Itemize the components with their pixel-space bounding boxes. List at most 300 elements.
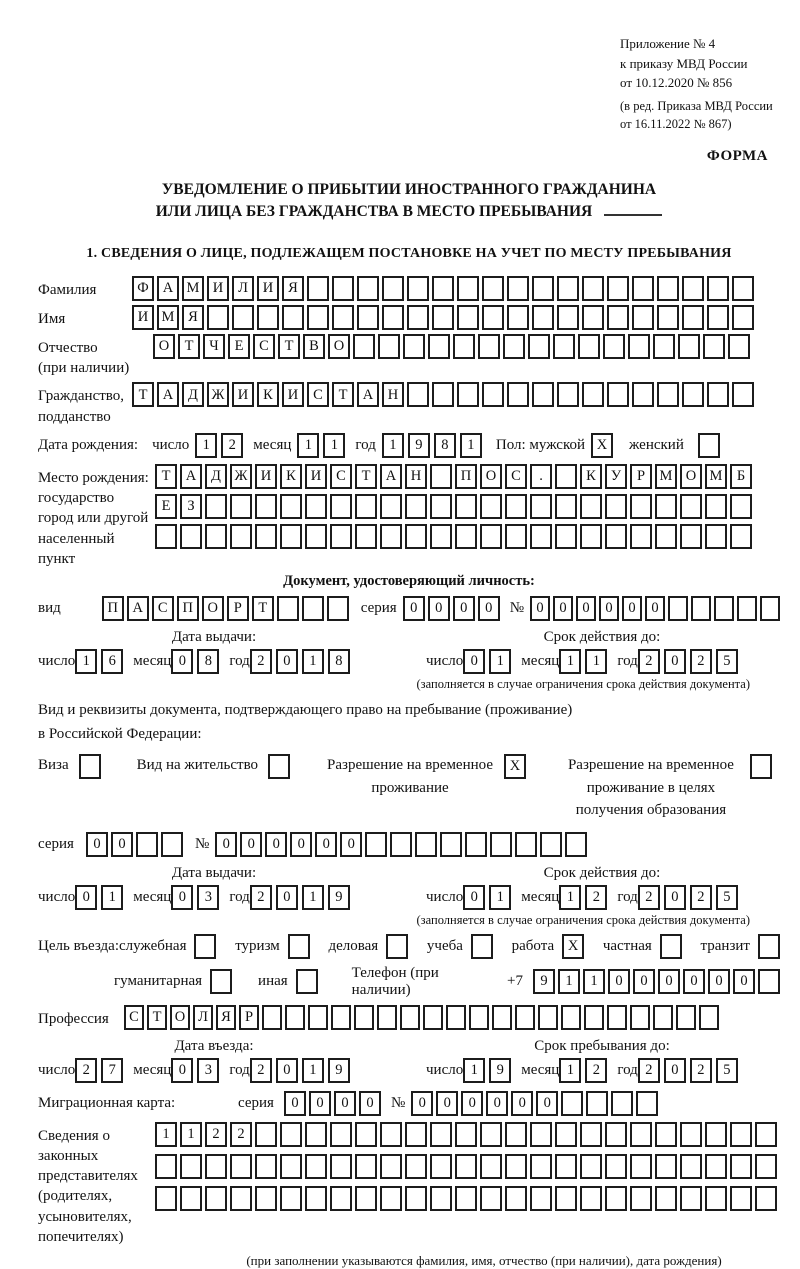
char-cell[interactable]: 9	[533, 969, 555, 994]
char-cell[interactable]	[230, 494, 252, 519]
char-cell[interactable]	[440, 832, 462, 857]
char-cell[interactable]	[207, 305, 229, 330]
char-cell[interactable]	[657, 382, 679, 407]
char-cell[interactable]: 0	[436, 1091, 458, 1116]
char-cell[interactable]: 1	[559, 1058, 581, 1083]
char-cell[interactable]	[630, 494, 652, 519]
char-cell[interactable]	[307, 305, 329, 330]
char-cell[interactable]: Т	[355, 464, 377, 489]
char-cell[interactable]: 2	[250, 885, 272, 910]
char-cell[interactable]	[405, 524, 427, 549]
char-cell[interactable]	[380, 494, 402, 519]
char-cell[interactable]: 2	[230, 1122, 252, 1147]
char-cell[interactable]	[530, 1122, 552, 1147]
char-cell[interactable]: П	[177, 596, 199, 621]
char-cell[interactable]	[353, 334, 375, 359]
char-cell[interactable]: 2	[585, 885, 607, 910]
char-cell[interactable]: А	[157, 276, 179, 301]
char-cell[interactable]: 0	[664, 1058, 686, 1083]
char-cell[interactable]: П	[455, 464, 477, 489]
char-cell[interactable]: 0	[633, 969, 655, 994]
char-cell[interactable]	[155, 1186, 177, 1211]
char-cell[interactable]	[405, 1186, 427, 1211]
char-cell[interactable]: 0	[240, 832, 262, 857]
char-cell[interactable]: 0	[683, 969, 705, 994]
char-cell[interactable]	[380, 524, 402, 549]
char-cell[interactable]	[492, 1005, 512, 1030]
char-cell[interactable]	[453, 334, 475, 359]
char-cell[interactable]: 1	[155, 1122, 177, 1147]
char-cell[interactable]: 0	[428, 596, 450, 621]
char-cell[interactable]	[630, 1005, 650, 1030]
char-cell[interactable]	[505, 524, 527, 549]
char-cell[interactable]	[707, 382, 729, 407]
char-cell[interactable]	[255, 524, 277, 549]
char-cell[interactable]: .	[530, 464, 552, 489]
char-cell[interactable]: С	[505, 464, 527, 489]
char-cell[interactable]: 0	[284, 1091, 306, 1116]
char-cell[interactable]: Н	[382, 382, 404, 407]
char-cell[interactable]: Д	[182, 382, 204, 407]
char-cell[interactable]: 1	[583, 969, 605, 994]
char-cell[interactable]	[507, 305, 529, 330]
char-cell[interactable]: Р	[630, 464, 652, 489]
char-cell[interactable]: Р	[227, 596, 249, 621]
char-cell[interactable]: 0	[536, 1091, 558, 1116]
char-cell[interactable]	[430, 1186, 452, 1211]
char-cell[interactable]	[355, 494, 377, 519]
char-cell[interactable]	[682, 276, 704, 301]
char-cell[interactable]	[732, 382, 754, 407]
checkbox-private[interactable]	[660, 934, 682, 959]
char-cell[interactable]	[732, 305, 754, 330]
char-cell[interactable]	[703, 334, 725, 359]
char-cell[interactable]	[232, 305, 254, 330]
char-cell[interactable]: Т	[155, 464, 177, 489]
char-cell[interactable]: 0	[622, 596, 642, 621]
char-cell[interactable]	[607, 276, 629, 301]
char-cell[interactable]	[557, 305, 579, 330]
char-cell[interactable]	[580, 1122, 602, 1147]
char-cell[interactable]	[628, 334, 650, 359]
char-cell[interactable]: 1	[463, 1058, 485, 1083]
char-cell[interactable]: 3	[197, 885, 219, 910]
char-cell[interactable]	[680, 524, 702, 549]
char-cell[interactable]	[403, 334, 425, 359]
char-cell[interactable]	[330, 1122, 352, 1147]
char-cell[interactable]	[255, 1186, 277, 1211]
char-cell[interactable]	[611, 1091, 633, 1116]
char-cell[interactable]	[355, 524, 377, 549]
char-cell[interactable]	[432, 276, 454, 301]
checkbox-tourism[interactable]	[288, 934, 310, 959]
char-cell[interactable]	[257, 305, 279, 330]
char-cell[interactable]	[382, 276, 404, 301]
char-cell[interactable]	[365, 832, 387, 857]
char-cell[interactable]: 8	[434, 433, 456, 458]
char-cell[interactable]	[555, 464, 577, 489]
char-cell[interactable]	[653, 334, 675, 359]
char-cell[interactable]	[728, 334, 750, 359]
char-cell[interactable]	[605, 524, 627, 549]
checkbox-visa[interactable]	[79, 754, 101, 779]
char-cell[interactable]	[680, 1186, 702, 1211]
char-cell[interactable]	[555, 1186, 577, 1211]
char-cell[interactable]: 0	[658, 969, 680, 994]
char-cell[interactable]	[415, 832, 437, 857]
char-cell[interactable]: 2	[638, 1058, 660, 1083]
char-cell[interactable]	[455, 1154, 477, 1179]
char-cell[interactable]: 0	[171, 1058, 193, 1083]
char-cell[interactable]	[302, 596, 324, 621]
char-cell[interactable]: А	[380, 464, 402, 489]
char-cell[interactable]	[428, 334, 450, 359]
char-cell[interactable]: 0	[608, 969, 630, 994]
char-cell[interactable]: Я	[282, 276, 304, 301]
char-cell[interactable]	[655, 1186, 677, 1211]
char-cell[interactable]	[657, 305, 679, 330]
char-cell[interactable]	[305, 1154, 327, 1179]
char-cell[interactable]: 0	[403, 596, 425, 621]
char-cell[interactable]	[505, 1154, 527, 1179]
char-cell[interactable]	[230, 524, 252, 549]
char-cell[interactable]	[732, 276, 754, 301]
char-cell[interactable]	[354, 1005, 374, 1030]
char-cell[interactable]	[457, 276, 479, 301]
char-cell[interactable]: И	[232, 382, 254, 407]
char-cell[interactable]	[330, 494, 352, 519]
char-cell[interactable]: М	[182, 276, 204, 301]
char-cell[interactable]: С	[330, 464, 352, 489]
char-cell[interactable]: 2	[690, 649, 712, 674]
char-cell[interactable]: 0	[276, 1058, 298, 1083]
char-cell[interactable]	[355, 1186, 377, 1211]
char-cell[interactable]	[532, 382, 554, 407]
char-cell[interactable]	[455, 494, 477, 519]
char-cell[interactable]: Е	[155, 494, 177, 519]
char-cell[interactable]	[586, 1091, 608, 1116]
char-cell[interactable]: 0	[708, 969, 730, 994]
char-cell[interactable]: Ж	[207, 382, 229, 407]
char-cell[interactable]	[760, 596, 780, 621]
char-cell[interactable]	[584, 1005, 604, 1030]
char-cell[interactable]: Т	[332, 382, 354, 407]
char-cell[interactable]	[580, 524, 602, 549]
char-cell[interactable]: Е	[228, 334, 250, 359]
char-cell[interactable]: 9	[328, 885, 350, 910]
char-cell[interactable]	[538, 1005, 558, 1030]
char-cell[interactable]	[730, 494, 752, 519]
char-cell[interactable]	[407, 276, 429, 301]
char-cell[interactable]: У	[605, 464, 627, 489]
char-cell[interactable]	[230, 1186, 252, 1211]
char-cell[interactable]	[680, 1122, 702, 1147]
char-cell[interactable]	[482, 382, 504, 407]
char-cell[interactable]	[423, 1005, 443, 1030]
char-cell[interactable]	[553, 334, 575, 359]
char-cell[interactable]: И	[207, 276, 229, 301]
char-cell[interactable]: А	[127, 596, 149, 621]
char-cell[interactable]	[327, 596, 349, 621]
char-cell[interactable]	[528, 334, 550, 359]
char-cell[interactable]: Д	[205, 464, 227, 489]
char-cell[interactable]	[505, 494, 527, 519]
char-cell[interactable]	[755, 1154, 777, 1179]
char-cell[interactable]	[557, 382, 579, 407]
char-cell[interactable]	[707, 305, 729, 330]
char-cell[interactable]: 0	[645, 596, 665, 621]
char-cell[interactable]	[636, 1091, 658, 1116]
char-cell[interactable]	[357, 276, 379, 301]
char-cell[interactable]: 0	[340, 832, 362, 857]
char-cell[interactable]	[582, 276, 604, 301]
char-cell[interactable]	[632, 382, 654, 407]
checkbox-official[interactable]	[194, 934, 216, 959]
char-cell[interactable]	[707, 276, 729, 301]
char-cell[interactable]: О	[153, 334, 175, 359]
char-cell[interactable]	[430, 1154, 452, 1179]
char-cell[interactable]: 2	[638, 885, 660, 910]
char-cell[interactable]	[432, 382, 454, 407]
char-cell[interactable]	[603, 334, 625, 359]
char-cell[interactable]	[255, 1154, 277, 1179]
char-cell[interactable]	[380, 1186, 402, 1211]
char-cell[interactable]	[480, 494, 502, 519]
char-cell[interactable]	[332, 305, 354, 330]
char-cell[interactable]: 0	[215, 832, 237, 857]
char-cell[interactable]	[230, 1154, 252, 1179]
char-cell[interactable]: 1	[302, 885, 324, 910]
char-cell[interactable]: 0	[290, 832, 312, 857]
char-cell[interactable]	[540, 832, 562, 857]
char-cell[interactable]	[530, 494, 552, 519]
char-cell[interactable]	[653, 1005, 673, 1030]
char-cell[interactable]: 0	[461, 1091, 483, 1116]
char-cell[interactable]: Т	[252, 596, 274, 621]
char-cell[interactable]	[561, 1091, 583, 1116]
char-cell[interactable]	[705, 1154, 727, 1179]
char-cell[interactable]	[532, 276, 554, 301]
char-cell[interactable]: Т	[132, 382, 154, 407]
char-cell[interactable]	[714, 596, 734, 621]
char-cell[interactable]	[582, 305, 604, 330]
char-cell[interactable]: 3	[197, 1058, 219, 1083]
char-cell[interactable]	[737, 596, 757, 621]
char-cell[interactable]	[555, 494, 577, 519]
char-cell[interactable]: 0	[664, 649, 686, 674]
checkbox-male[interactable]: X	[591, 433, 613, 458]
char-cell[interactable]	[676, 1005, 696, 1030]
char-cell[interactable]: 0	[453, 596, 475, 621]
char-cell[interactable]	[580, 494, 602, 519]
checkbox-business[interactable]	[386, 934, 408, 959]
char-cell[interactable]	[331, 1005, 351, 1030]
char-cell[interactable]	[755, 1122, 777, 1147]
char-cell[interactable]	[490, 832, 512, 857]
char-cell[interactable]	[680, 494, 702, 519]
char-cell[interactable]	[457, 382, 479, 407]
char-cell[interactable]	[280, 1154, 302, 1179]
char-cell[interactable]	[307, 276, 329, 301]
char-cell[interactable]	[507, 382, 529, 407]
checkbox-other[interactable]	[296, 969, 318, 994]
char-cell[interactable]: Я	[216, 1005, 236, 1030]
char-cell[interactable]	[699, 1005, 719, 1030]
char-cell[interactable]: Ж	[230, 464, 252, 489]
char-cell[interactable]	[330, 1154, 352, 1179]
char-cell[interactable]: О	[680, 464, 702, 489]
char-cell[interactable]: И	[255, 464, 277, 489]
char-cell[interactable]: 0	[171, 885, 193, 910]
char-cell[interactable]	[155, 1154, 177, 1179]
char-cell[interactable]	[280, 494, 302, 519]
char-cell[interactable]: Л	[193, 1005, 213, 1030]
char-cell[interactable]	[280, 1186, 302, 1211]
char-cell[interactable]	[480, 524, 502, 549]
checkbox-humanitarian[interactable]	[210, 969, 232, 994]
char-cell[interactable]: А	[180, 464, 202, 489]
char-cell[interactable]: 6	[101, 649, 123, 674]
char-cell[interactable]	[730, 1186, 752, 1211]
char-cell[interactable]: К	[580, 464, 602, 489]
char-cell[interactable]: 7	[101, 1058, 123, 1083]
char-cell[interactable]	[305, 1186, 327, 1211]
char-cell[interactable]: Т	[278, 334, 300, 359]
char-cell[interactable]	[730, 524, 752, 549]
char-cell[interactable]	[730, 1154, 752, 1179]
char-cell[interactable]: 1	[460, 433, 482, 458]
char-cell[interactable]	[580, 1186, 602, 1211]
char-cell[interactable]	[630, 1154, 652, 1179]
char-cell[interactable]	[605, 1154, 627, 1179]
char-cell[interactable]	[630, 524, 652, 549]
char-cell[interactable]: 8	[328, 649, 350, 674]
char-cell[interactable]: 2	[75, 1058, 97, 1083]
char-cell[interactable]: Л	[232, 276, 254, 301]
char-cell[interactable]	[405, 1122, 427, 1147]
char-cell[interactable]	[255, 1122, 277, 1147]
char-cell[interactable]	[678, 334, 700, 359]
char-cell[interactable]: О	[480, 464, 502, 489]
char-cell[interactable]	[430, 524, 452, 549]
char-cell[interactable]: 0	[315, 832, 337, 857]
char-cell[interactable]: 0	[553, 596, 573, 621]
char-cell[interactable]	[465, 832, 487, 857]
char-cell[interactable]	[457, 305, 479, 330]
char-cell[interactable]	[280, 1122, 302, 1147]
char-cell[interactable]	[680, 1154, 702, 1179]
char-cell[interactable]	[605, 1122, 627, 1147]
char-cell[interactable]	[430, 494, 452, 519]
char-cell[interactable]	[607, 305, 629, 330]
char-cell[interactable]: 0	[576, 596, 596, 621]
char-cell[interactable]: С	[307, 382, 329, 407]
char-cell[interactable]: 2	[690, 1058, 712, 1083]
char-cell[interactable]: 0	[530, 596, 550, 621]
char-cell[interactable]	[161, 832, 183, 857]
char-cell[interactable]	[655, 1122, 677, 1147]
char-cell[interactable]	[332, 276, 354, 301]
char-cell[interactable]	[400, 1005, 420, 1030]
char-cell[interactable]: 0	[664, 885, 686, 910]
char-cell[interactable]	[561, 1005, 581, 1030]
char-cell[interactable]: 0	[276, 649, 298, 674]
char-cell[interactable]: 0	[265, 832, 287, 857]
char-cell[interactable]	[405, 494, 427, 519]
char-cell[interactable]	[330, 524, 352, 549]
char-cell[interactable]	[657, 276, 679, 301]
char-cell[interactable]	[682, 305, 704, 330]
char-cell[interactable]: М	[705, 464, 727, 489]
char-cell[interactable]: 1	[558, 969, 580, 994]
char-cell[interactable]	[632, 305, 654, 330]
char-cell[interactable]	[632, 276, 654, 301]
char-cell[interactable]	[355, 1122, 377, 1147]
char-cell[interactable]	[430, 1122, 452, 1147]
char-cell[interactable]	[255, 494, 277, 519]
char-cell[interactable]	[308, 1005, 328, 1030]
char-cell[interactable]	[180, 1154, 202, 1179]
char-cell[interactable]: 2	[250, 1058, 272, 1083]
char-cell[interactable]	[155, 524, 177, 549]
char-cell[interactable]: 1	[382, 433, 404, 458]
char-cell[interactable]	[285, 1005, 305, 1030]
char-cell[interactable]: О	[170, 1005, 190, 1030]
checkbox-study[interactable]	[471, 934, 493, 959]
char-cell[interactable]: Ф	[132, 276, 154, 301]
char-cell[interactable]: 5	[716, 649, 738, 674]
char-cell[interactable]: 0	[276, 885, 298, 910]
char-cell[interactable]	[407, 382, 429, 407]
checkbox-temporary-residence-permit[interactable]: X	[504, 754, 526, 779]
char-cell[interactable]	[357, 305, 379, 330]
char-cell[interactable]: 9	[489, 1058, 511, 1083]
char-cell[interactable]: О	[328, 334, 350, 359]
char-cell[interactable]	[480, 1154, 502, 1179]
char-cell[interactable]	[205, 494, 227, 519]
char-cell[interactable]	[390, 832, 412, 857]
char-cell[interactable]	[305, 1122, 327, 1147]
char-cell[interactable]	[530, 1154, 552, 1179]
char-cell[interactable]	[607, 382, 629, 407]
char-cell[interactable]	[180, 1186, 202, 1211]
char-cell[interactable]: 1	[559, 885, 581, 910]
checkbox-residence-permit[interactable]	[268, 754, 290, 779]
char-cell[interactable]	[482, 305, 504, 330]
char-cell[interactable]	[507, 276, 529, 301]
char-cell[interactable]: 1	[489, 885, 511, 910]
char-cell[interactable]	[705, 1122, 727, 1147]
char-cell[interactable]: 2	[221, 433, 243, 458]
char-cell[interactable]	[630, 1186, 652, 1211]
char-cell[interactable]	[607, 1005, 627, 1030]
char-cell[interactable]	[668, 596, 688, 621]
char-cell[interactable]	[530, 524, 552, 549]
char-cell[interactable]: 1	[101, 885, 123, 910]
char-cell[interactable]: К	[257, 382, 279, 407]
char-cell[interactable]	[555, 1122, 577, 1147]
char-cell[interactable]: 1	[489, 649, 511, 674]
char-cell[interactable]	[532, 305, 554, 330]
char-cell[interactable]: З	[180, 494, 202, 519]
char-cell[interactable]: Р	[239, 1005, 259, 1030]
char-cell[interactable]: В	[303, 334, 325, 359]
char-cell[interactable]: И	[282, 382, 304, 407]
char-cell[interactable]	[262, 1005, 282, 1030]
char-cell[interactable]	[705, 494, 727, 519]
char-cell[interactable]	[705, 524, 727, 549]
char-cell[interactable]: 5	[716, 885, 738, 910]
